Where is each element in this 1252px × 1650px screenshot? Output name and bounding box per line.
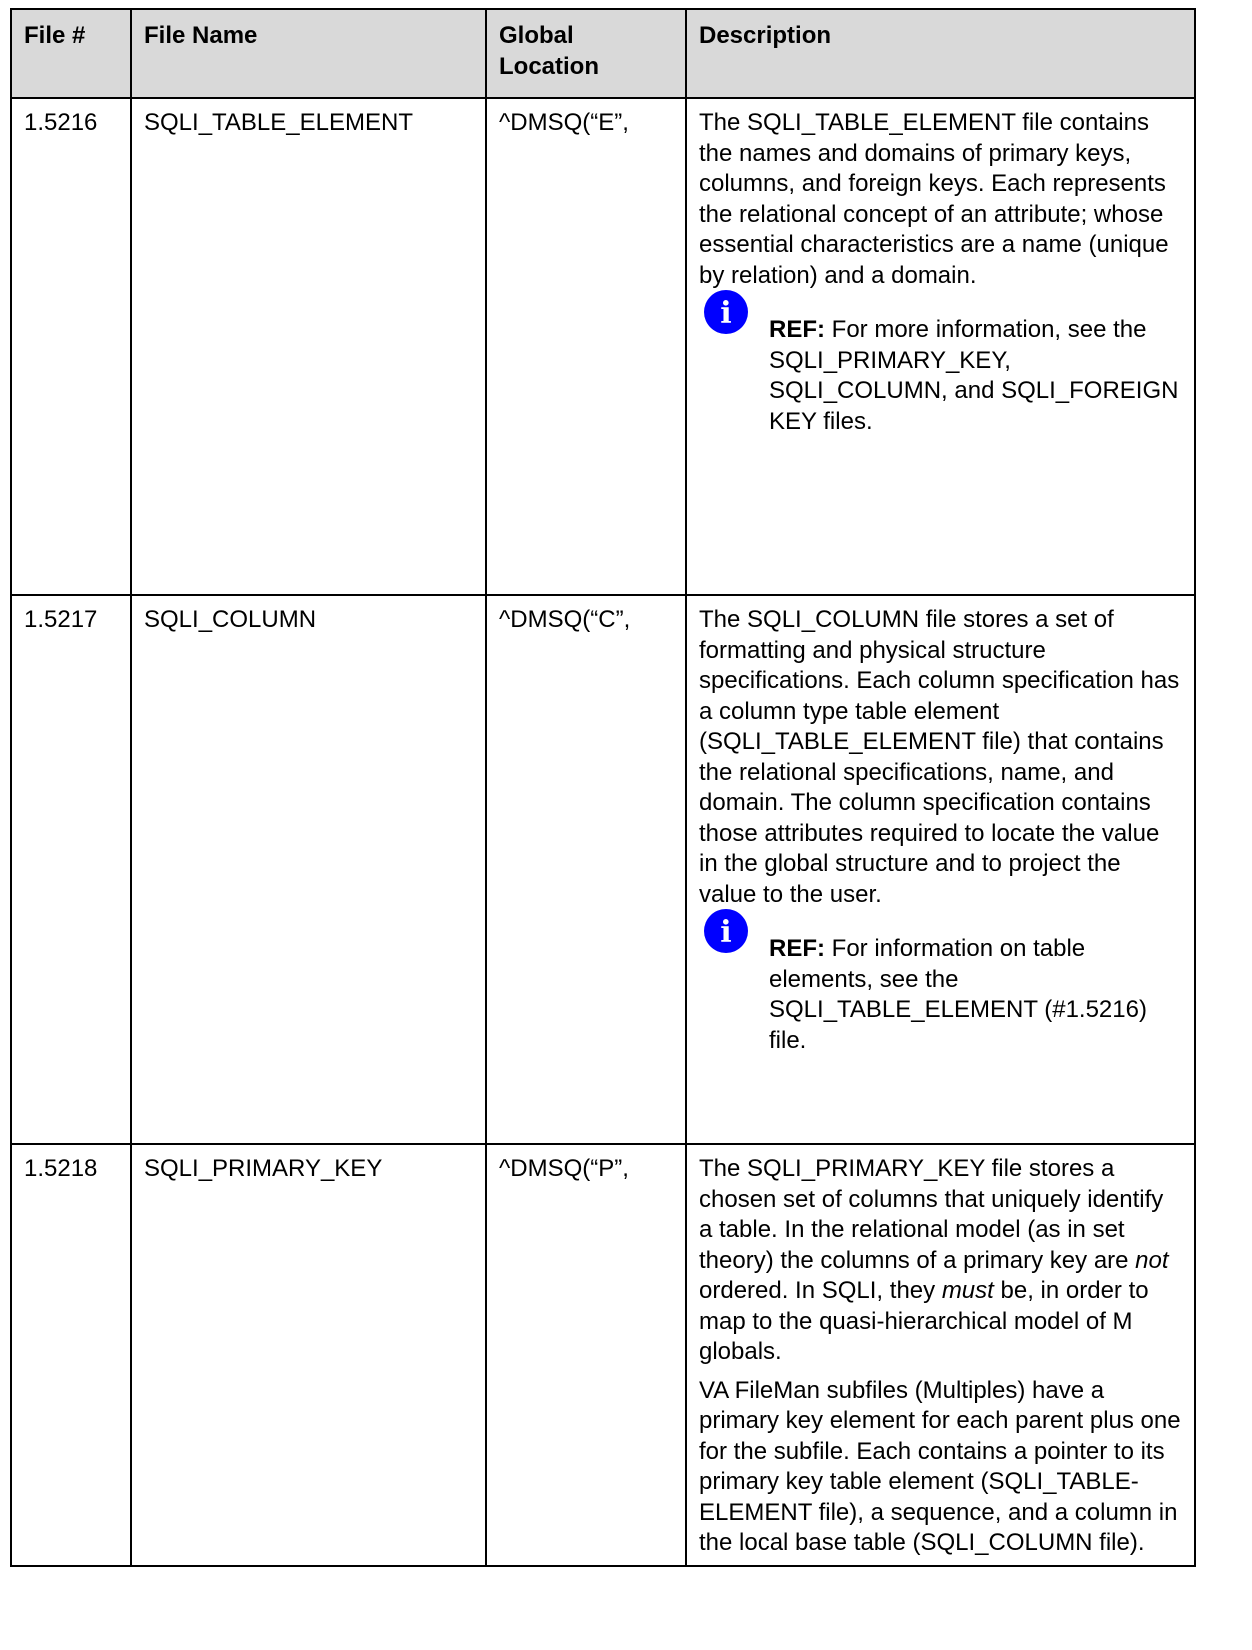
- cell-file-name: SQLI_PRIMARY_KEY: [131, 1144, 486, 1566]
- info-icon: [703, 908, 749, 954]
- info-icon: [703, 289, 749, 335]
- cell-global-location: ^DMSQ(“P”,: [486, 1144, 686, 1566]
- description-text: The SQLI_TABLE_ELEMENT file contains the names and domains of primary keys, columns, and foreign keys. Each represents the relational concept of an attribute; whose essential characteristics are a name (unique by relation) and a domain.: [699, 109, 1169, 289]
- ref-note: [699, 296, 1182, 437]
- files-table: [10, 8, 1196, 1567]
- cell-global-location: ^DMSQ(“C”,: [486, 595, 686, 1144]
- table-header-row: [11, 9, 1195, 98]
- table-row: [11, 1144, 1195, 1566]
- header-description: Description: [686, 9, 1195, 98]
- header-file-number: File #: [11, 9, 131, 98]
- ref-label: REF:: [769, 935, 825, 962]
- ref-text: For information on table elements, see the SQLI_TABLE_ELEMENT (#1.5216) file.: [769, 935, 1147, 1054]
- table-row: [11, 595, 1195, 1144]
- table-row: [11, 98, 1195, 595]
- svg-text:i: i: [720, 296, 732, 331]
- svg-text:i: i: [720, 915, 732, 950]
- cell-description: [686, 98, 1195, 595]
- header-global-location: Global Location: [486, 9, 686, 98]
- description-text-2: VA FileMan subfiles (Multiples) have a primary key element for each parent plus one for the subfile. Each contains a pointer to its primary key table element (SQLI_TABLE-ELEMENT file), a sequence, and a column in the local base table (SQLI_COLUMN file).: [699, 1376, 1181, 1556]
- cell-file-number: 1.5218: [11, 1144, 131, 1566]
- cell-file-name: SQLI_COLUMN: [131, 595, 486, 1144]
- header-file-name: File Name: [131, 9, 486, 98]
- ref-text: For more information, see the SQLI_PRIMARY_KEY, SQLI_COLUMN, and SQLI_FOREIGN KEY files.: [769, 316, 1179, 435]
- description-text: The SQLI_PRIMARY_KEY file stores a chosen set of columns that uniquely identify a table. In the relational model (as in set theory) the columns of a primary key are not ordered. In SQLI, they must be, in order to map to the quasi-hierarchical model of M globals.: [699, 1155, 1169, 1365]
- ref-label: REF:: [769, 316, 825, 343]
- cell-description: [686, 1144, 1195, 1566]
- cell-global-location: ^DMSQ(“E”,: [486, 98, 686, 595]
- cell-file-number: 1.5217: [11, 595, 131, 1144]
- cell-description: [686, 595, 1195, 1144]
- description-text: The SQLI_COLUMN file stores a set of formatting and physical structure specifications. Each column specification has a column type table element (SQLI_TABLE_ELEMENT file) that contains the relational specifications, name, and domain. The column specification contains those attributes required to locate the value in the global structure and to project the value to the user.: [699, 606, 1180, 908]
- cell-file-number: 1.5216: [11, 98, 131, 595]
- cell-file-name: SQLI_TABLE_ELEMENT: [131, 98, 486, 595]
- ref-note: [699, 915, 1182, 1056]
